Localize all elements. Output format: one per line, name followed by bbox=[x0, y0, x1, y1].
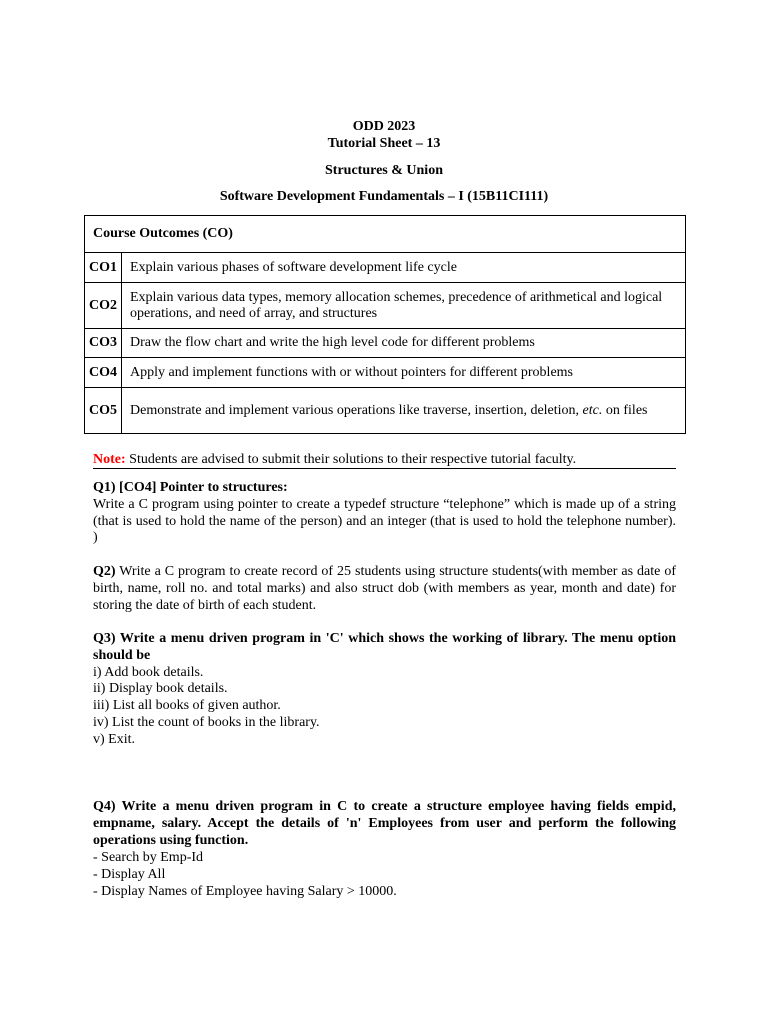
question-3 bbox=[93, 631, 676, 749]
list-item: ii) Display book details. bbox=[93, 681, 228, 697]
list-item: i) Add book details. bbox=[93, 664, 204, 680]
list-item: iii) List all books of given author. bbox=[93, 698, 281, 714]
table-row bbox=[85, 358, 686, 388]
q2-label: Q2) bbox=[93, 564, 116, 579]
co-id: CO1 bbox=[85, 253, 122, 283]
list-item: v) Exit. bbox=[93, 731, 135, 747]
semester-title: ODD 2023 bbox=[352, 119, 416, 134]
co-id: CO3 bbox=[85, 329, 122, 358]
note-line bbox=[93, 451, 676, 468]
topic-title: Structures & Union bbox=[325, 163, 443, 178]
co-description-italic: etc. bbox=[582, 402, 603, 418]
list-item: - Display All bbox=[93, 866, 166, 882]
table-row bbox=[85, 329, 686, 358]
question-2 bbox=[93, 564, 676, 614]
note-label: Note: bbox=[93, 452, 126, 467]
sheet-title: Tutorial Sheet – 13 bbox=[327, 136, 441, 151]
course-outcomes-table bbox=[84, 215, 686, 434]
table-header-row bbox=[85, 216, 686, 253]
co-description bbox=[122, 388, 686, 434]
question-1 bbox=[93, 480, 676, 547]
co-description-main: Demonstrate and implement various operations like traverse, insertion, deletion, bbox=[130, 402, 583, 418]
note-text: Students are advised to submit their solutions to their respective tutorial faculty. bbox=[125, 452, 577, 467]
q2-body: Write a C program to create record of 25 students using structure students(with member as date of birth, name, roll no. and total marks) and also struct dob (with members as year, month and date) for storing the date of birth of each student. bbox=[93, 564, 676, 613]
co-description: Draw the flow chart and write the high level code for different problems bbox=[122, 329, 686, 358]
list-item: - Display Names of Employee having Salary > 10000. bbox=[93, 883, 397, 899]
question-4 bbox=[93, 799, 676, 849]
table-row bbox=[85, 283, 686, 329]
table-row bbox=[85, 253, 686, 283]
q4-heading: Q4) Write a menu driven program in C to create a structure employee having fields empid, empname, salary. Accept the details of 'n' Employees from user and perform the following operations using function. bbox=[93, 799, 676, 848]
course-title: Software Development Fundamentals – I (15B11CI111) bbox=[219, 189, 549, 204]
co-description: Explain various phases of software development life cycle bbox=[122, 253, 686, 283]
list-item: - Search by Emp-Id bbox=[93, 850, 204, 865]
co-id: CO4 bbox=[85, 358, 122, 388]
co-description-end: on files bbox=[602, 402, 648, 418]
q1-body: Write a C program using pointer to create a typedef structure “telephone” which is made up of a string (that is used to hold the name of the person) and an integer (that is used to hold the telephone number). ) bbox=[93, 496, 676, 546]
question-4-options bbox=[93, 850, 676, 900]
co-description: Apply and implement functions with or without pointers for different problems bbox=[122, 358, 686, 388]
q1-heading: Q1) [CO4] Pointer to structures: bbox=[93, 480, 288, 495]
co-id: CO2 bbox=[85, 283, 122, 329]
horizontal-rule bbox=[93, 468, 676, 469]
list-item: iv) List the count of books in the library. bbox=[93, 714, 320, 730]
q3-heading: Q3) Write a menu driven program in 'C' which shows the working of library. The menu option should be bbox=[93, 631, 676, 663]
co-id: CO5 bbox=[85, 388, 122, 434]
co-description: Explain various data types, memory allocation schemes, precedence of arithmetical and logical operations, and need of array, and structures bbox=[122, 283, 686, 329]
course-outcomes-heading: Course Outcomes (CO) bbox=[85, 216, 686, 253]
table-row bbox=[85, 388, 686, 434]
